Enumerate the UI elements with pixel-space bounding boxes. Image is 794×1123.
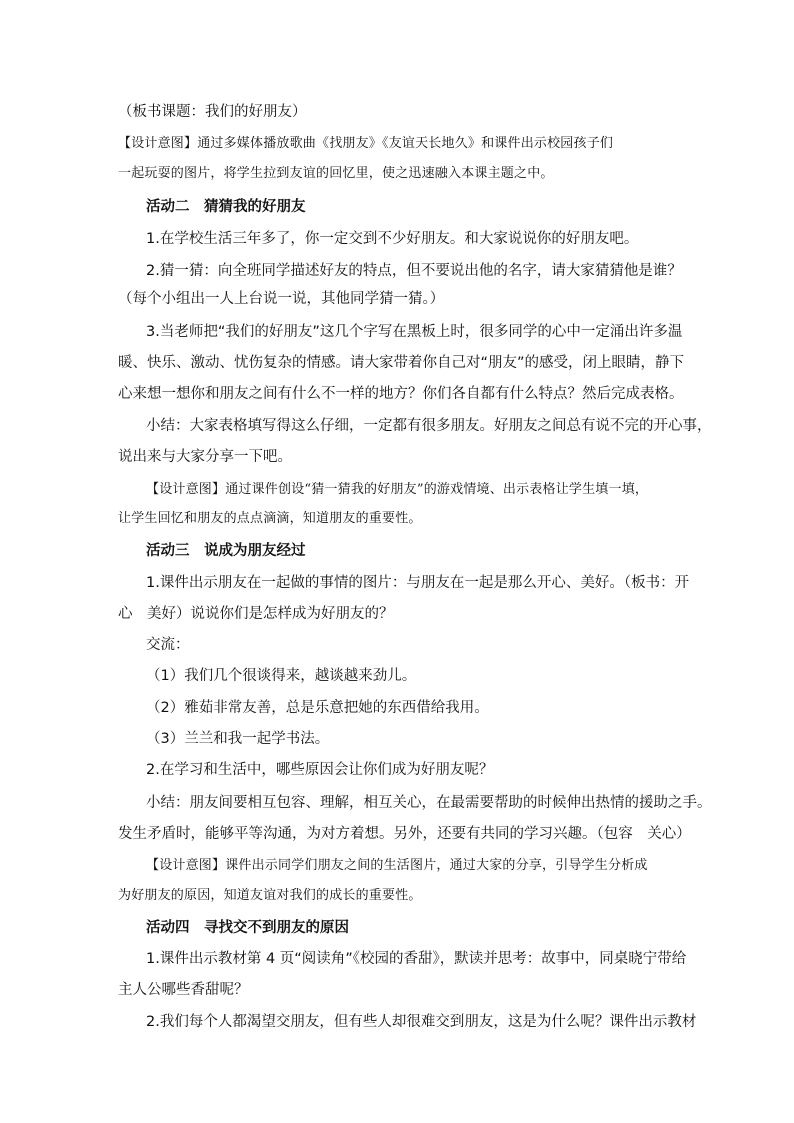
activity-three-summary-line-2: 发生矛盾时，能够平等沟通，为对方着想。另外，还要有共同的学习兴趣。（包容 关心） [118,826,691,842]
activity-four-item-1-line-1: 1.课件出示教材第 4 页“阅读角”《校园的香甜》，默读并思考：故事中，同桌晓宁带给 [146,951,687,967]
design-intent-paragraph-3-line-1: 【设计意图】课件出示同学们朋友之间的生活图片，通过大家的分享，引导学生分析成 [146,858,648,873]
activity-two-item-3-line-1: 3.当老师把“我们的好朋友”这几个字写在黑板上时，很多同学的心中一定涌出许多温 [146,324,683,340]
activity-two-heading: 活动二 猜猜我的好朋友 [146,199,306,215]
exchange-item-1: （1）我们几个很谈得来，越谈越来劲儿。 [146,668,417,684]
activity-four-item-1-line-2: 主人公哪些香甜呢？ [118,982,249,998]
activity-two-item-3-line-2: 暖、快乐、激动、忧伤复杂的情感。请大家带着你自己对“朋友”的感受，闭上眼睛，静下 [118,355,685,371]
activity-two-summary-line-2: 说出来与大家分享一下吧。 [118,449,292,465]
activity-three-summary-line-1: 小结：朋友间要相互包容、理解，相互关心，在最需要帮助的时候伸出热情的援助之手。 [146,795,712,811]
activity-three-item-1-line-1: 1.课件出示朋友在一起做的事情的图片：与朋友在一起是那么开心、美好。（板书：开 [146,575,690,591]
exchange-item-3: （3）兰兰和我一起学书法。 [146,731,330,747]
activity-three-item-1-line-2: 心 美好）说说你们是怎样成为好朋友的？ [118,606,394,622]
activity-two-item-2-line-1: 2.猜一猜：向全班同学描述好友的特点，但不要说出他的名字，请大家猜猜他是谁？ [146,263,682,279]
activity-two-item-1: 1.在学校生活三年多了，你一定交到不少好朋友。和大家说说你的好朋友吧。 [146,231,639,247]
activity-four-item-2-line-1: 2.我们每个人都渴望交朋友，但有些人却很难交到朋友，这是为什么呢？课件出示教材 [146,1014,697,1030]
activity-two-summary-line-1: 小结：大家表格填写得这么仔细，一定都有很多朋友。好朋友之间总有说不完的开心事， [146,418,712,434]
design-intent-paragraph-1-line-1: 【设计意图】通过多媒体播放歌曲《找朋友》《友谊天长地久》和课件出示校园孩子们 [118,136,614,151]
activity-two-item-3-line-3: 心来想一想你和朋友之间有什么不一样的地方？你们各自都有什么特点？然后完成表格。 [118,386,684,402]
design-intent-paragraph-2-line-2: 让学生回忆和朋友的点点滴滴，知道朋友的重要性。 [118,511,422,526]
activity-two-item-2-line-2: （每个小组出一人上台说一说，其他同学猜一猜。） [118,291,445,307]
design-intent-paragraph-1-line-2: 一起玩耍的图片，将学生拉到友谊的回忆里，使之迅速融入本课主题之中。 [118,166,554,181]
activity-three-item-2: 2.在学习和生活中，哪些原因会让你们成为好朋友呢？ [146,762,494,778]
blackboard-title-line: （板书课题：我们的好朋友） [118,104,307,120]
design-intent-paragraph-3-line-2: 为好朋友的原因，知道友谊对我们的成长的重要性。 [118,888,422,903]
activity-four-heading: 活动四 寻找交不到朋友的原因 [146,920,349,936]
activity-three-heading: 活动三 说成为朋友经过 [146,543,306,559]
exchange-item-2: （2）雅茹非常友善，总是乐意把她的东西借给我用。 [146,700,489,716]
design-intent-paragraph-2-line-1: 【设计意图】通过课件创设“猜一猜我的好朋友”的游戏情境、出示表格让学生填一填， [146,482,649,497]
exchange-label: 交流： [146,637,190,653]
